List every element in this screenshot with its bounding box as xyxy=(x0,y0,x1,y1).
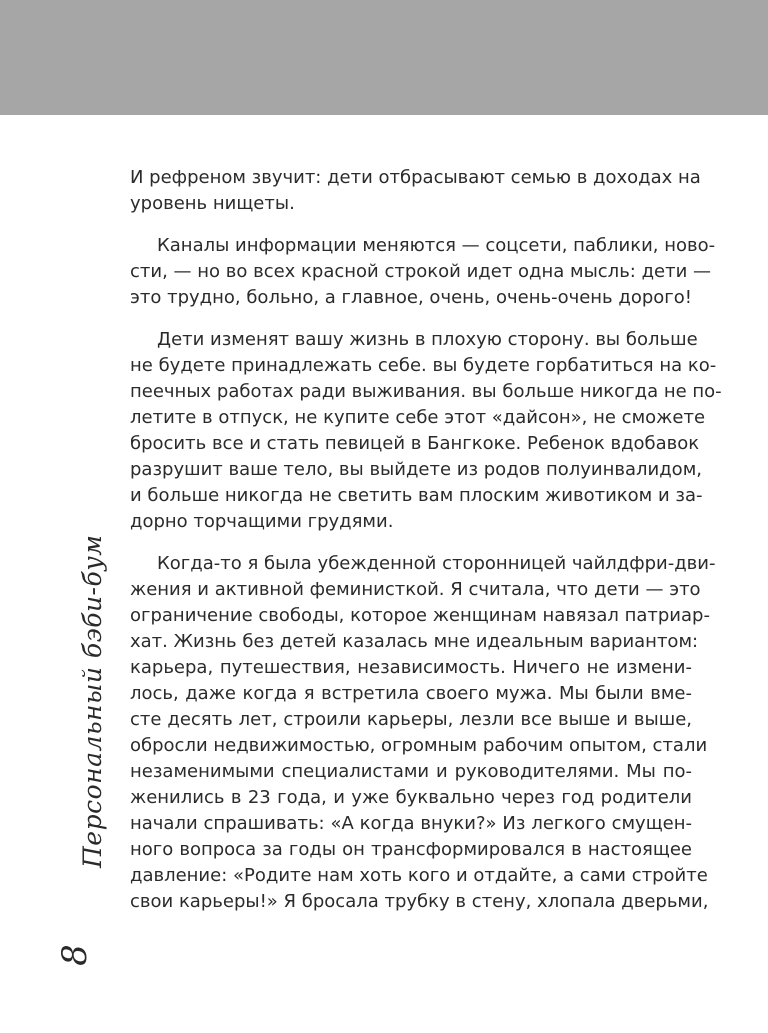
page-number: 8 xyxy=(54,944,95,966)
text-line: карьера, путешествия, независимость. Ничего не измени- xyxy=(130,657,692,678)
text-line: жения и активной феминисткой. Я считала, что дети — это xyxy=(130,579,701,600)
text-line: не будете принадлежать себе. вы будете горбатиться на ко- xyxy=(130,355,717,376)
text-line: Каналы информации меняются — соцсети, паблики, ново- xyxy=(157,235,716,256)
paragraph xyxy=(130,233,716,311)
text-line: И рефреном звучит: дети отбрасывают семью в доходах на xyxy=(130,167,701,188)
text-line: это трудно, больно, а главное, очень, очень-очень дорого! xyxy=(130,287,692,308)
paragraph xyxy=(130,551,716,915)
text-line: ограничение свободы, которое женщинам навязал патриар- xyxy=(130,605,710,626)
text-line: свои карьеры!» Я бросала трубку в стену, хлопала дверьми, xyxy=(130,891,709,912)
text-line: женились в 23 года, и уже буквально через год родители xyxy=(130,787,692,808)
paragraph xyxy=(130,165,701,217)
paragraph xyxy=(130,327,722,535)
text-line: бросить все и стать певицей в Бангкоке. Ребенок вдобавок xyxy=(130,433,700,454)
text-line: и больше никогда не светить вам плоским животиком и за- xyxy=(130,485,703,506)
text-line: дорно торчащими грудями. xyxy=(130,511,394,532)
text-line: начали спрашивать: «А когда внуки?» Из легкого смущен- xyxy=(130,813,692,834)
text-line: разрушит ваше тело, вы выйдете из родов полуинвалидом, xyxy=(130,459,702,480)
text-line: Когда-то я была убежденной сторонницей чайлдфри-дви- xyxy=(157,553,716,574)
text-line: уровень нищеты. xyxy=(130,193,295,214)
text-line: сти, — но во всех красной строкой идет одна мысль: дети — xyxy=(130,261,712,282)
text-line: лось, даже когда я встретила своего мужа. Мы были вме- xyxy=(130,683,692,704)
running-title: Персональный бэби-бум xyxy=(78,534,107,868)
body-text xyxy=(130,165,722,931)
text-line: летите в отпуск, не купите себе этот «дайсон», не сможете xyxy=(130,407,706,428)
text-line: давление: «Родите нам хоть кого и отдайте, а сами стройте xyxy=(130,865,708,886)
text-line: обросли недвижимостью, огромным рабочим опытом, стали xyxy=(130,735,708,756)
text-line: незаменимыми специалистами и руководителями. Мы по- xyxy=(130,761,692,782)
text-line: Дети изменят вашу жизнь в плохую сторону. вы больше xyxy=(157,329,698,350)
text-line: ного вопроса за годы он трансформировался в настоящее xyxy=(130,839,692,860)
text-line: сте десять лет, строили карьеры, лезли все выше и выше, xyxy=(130,709,692,730)
header-band xyxy=(0,0,768,115)
text-line: пеечных работах ради выживания. вы больше никогда не по- xyxy=(130,381,722,402)
text-line: хат. Жизнь без детей казалась мне идеальным вариантом: xyxy=(130,631,699,652)
